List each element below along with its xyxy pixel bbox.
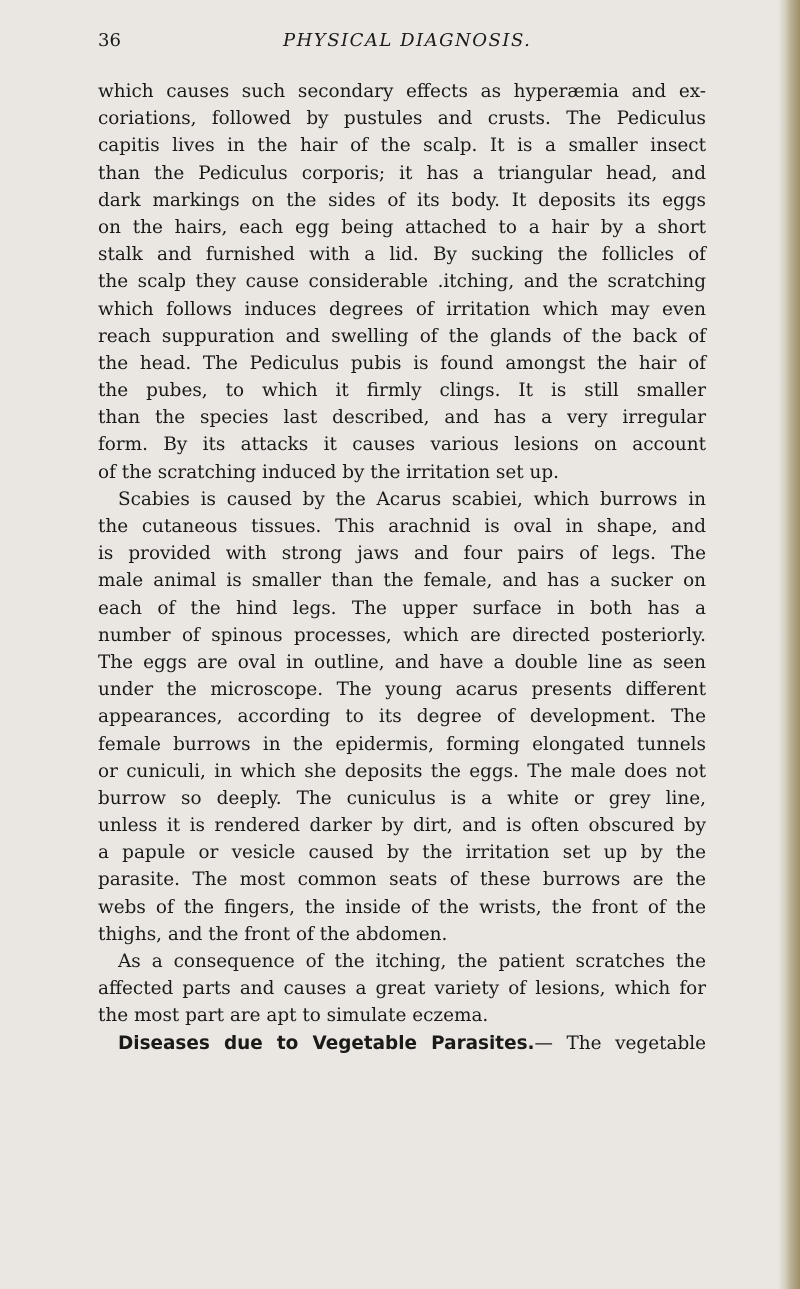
section-heading: Diseases due to Vegetable Parasites. (118, 1032, 535, 1054)
section-heading-continuation: — The vegetable (534, 1032, 706, 1054)
text-line: The eggs are oval in outline, and have a double line as seen (98, 651, 706, 673)
text-line: male animal is smaller than the female, and has a sucker on (98, 570, 706, 592)
text-line: stalk and furnished with a lid. By sucking the follicles of (98, 244, 706, 266)
text-line: coriations, followed by pustules and crusts. The Pediculus (98, 108, 706, 130)
text-line: the scalp they cause considerable .itching, and the scratching (98, 271, 706, 293)
text-line: dark markings on the sides of its body. It deposits its eggs (98, 189, 706, 211)
page-number: 36 (98, 30, 121, 51)
text-line: As a consequence of the itching, the patient scratches the (118, 951, 706, 972)
text-line: unless it is rendered darker by dirt, and is often obscured by (98, 815, 706, 837)
text-line: parasite. The most common seats of these burrows are the (98, 869, 706, 891)
text-line: thighs, and the front of the abdomen. (98, 923, 448, 945)
text-line: webs of the fingers, the inside of the wrists, the front of the (98, 896, 706, 918)
text-line: affected parts and causes a great variety of lesions, which for (98, 978, 706, 1000)
text-line: which follows induces degrees of irritation which may even (98, 298, 706, 320)
text-line: appearances, according to its degree of development. The (98, 706, 706, 728)
text-line: than the species last described, and has a very irregular (98, 407, 706, 429)
text-line: Scabies is caused by the Acarus scabiei, which burrows in (118, 488, 706, 510)
text-line: of the scratching induced by the irritation set up. (98, 461, 559, 483)
page-edge (784, 0, 800, 1289)
text-line: burrow so deeply. The cuniculus is a white or grey line, (98, 787, 706, 809)
text-line: form. By its attacks it causes various lesions on account (98, 434, 706, 456)
text-line: is provided with strong jaws and four pairs of legs. The (98, 543, 706, 565)
text-line: the most part are apt to simulate eczema. (98, 1005, 489, 1027)
body-text (98, 78, 706, 1057)
text-line: on the hairs, each egg being attached to a hair by a short (98, 216, 706, 238)
text-line: than the Pediculus corporis; it has a triangular head, and (98, 162, 706, 184)
running-header (98, 30, 698, 56)
text-line: reach suppuration and swelling of the glands of the back of (98, 325, 706, 347)
text-line: female burrows in the epidermis, forming elongated tunnels (98, 733, 706, 755)
text-line: the head. The Pediculus pubis is found amongst the hair of (98, 352, 706, 374)
text-line: or cuniculi, in which she deposits the eggs. The male does not (98, 760, 706, 782)
text-line: which causes such secondary effects as hyperæmia and ex- (98, 81, 706, 102)
text-line: capitis lives in the hair of the scalp. It is a smaller insect (98, 135, 706, 157)
running-title: PHYSICAL DIAGNOSIS. (283, 30, 532, 51)
text-line: number of spinous processes, which are directed posteriorly. (98, 624, 706, 646)
text-line: a papule or vesicle caused by the irritation set up by the (98, 842, 706, 864)
text-line: each of the hind legs. The upper surface in both has a (98, 597, 706, 619)
text-line: under the microscope. The young acarus presents different (98, 679, 706, 701)
section-heading-line (98, 1030, 706, 1057)
text-line: the pubes, to which it firmly clings. It is still smaller (98, 380, 706, 402)
text-line: the cutaneous tissues. This arachnid is oval in shape, and (98, 516, 706, 537)
